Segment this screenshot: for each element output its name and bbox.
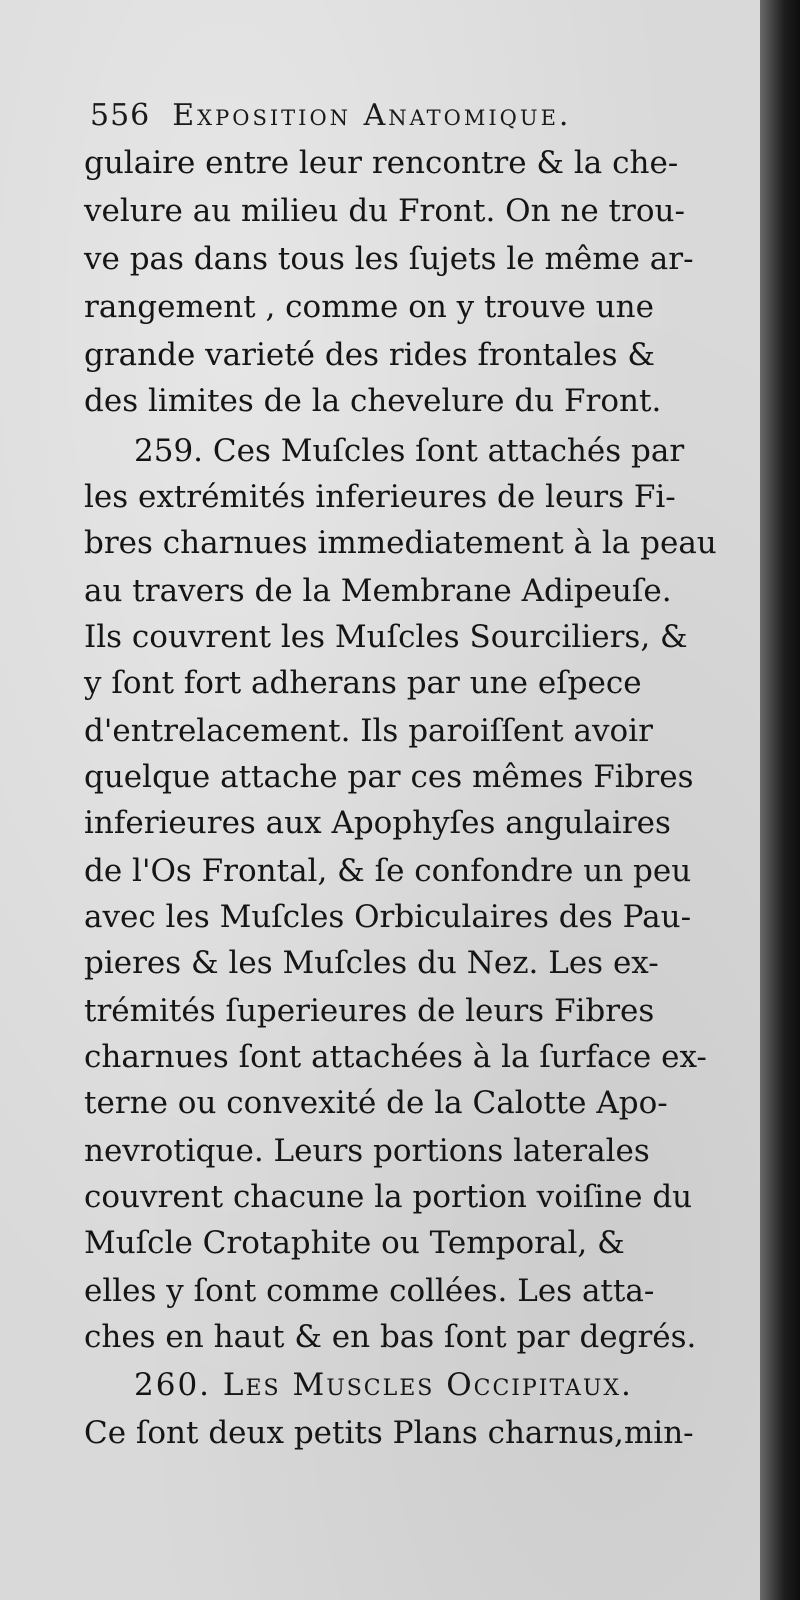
text-line: ve pas dans tous les ſujets le même ar- bbox=[84, 241, 694, 277]
text-line: Ce ſont deux petits Plans charnus,min- bbox=[84, 1415, 694, 1451]
text-line: Muſcle Crotaphite ou Temporal, & bbox=[84, 1225, 625, 1261]
text-line: au travers de la Membrane Adipeuſe. bbox=[84, 573, 672, 609]
page-number: 556 bbox=[90, 98, 151, 133]
paragraph-start-259: 259. Ces Muſcles ſont attachés par bbox=[134, 433, 685, 469]
text-line: les extrémités inferieures de leurs Fi- bbox=[84, 479, 676, 515]
text-line: velure au milieu du Front. On ne trou- bbox=[84, 193, 685, 229]
text-line: trémités ſuperieures de leurs Fibres bbox=[84, 993, 655, 1029]
text-line: Ils couvrent les Muſcles Sourciliers, & bbox=[84, 619, 688, 655]
text-line: avec les Muſcles Orbiculaires des Pau- bbox=[84, 899, 692, 935]
text-line: grande varieté des rides frontales & bbox=[84, 337, 656, 373]
section-heading-260: 260. Les Muscles Occipitaux. bbox=[134, 1367, 633, 1403]
text-line: des limites de la chevelure du Front. bbox=[84, 383, 662, 419]
text-line: ches en haut & en bas ſont par degrés. bbox=[84, 1319, 697, 1355]
text-line: pieres & les Muſcles du Nez. Les ex- bbox=[84, 945, 659, 981]
text-line: terne ou convexité de la Calotte Apo- bbox=[84, 1085, 668, 1121]
text-line: quelque attache par ces mêmes Fibres bbox=[84, 759, 694, 795]
book-gutter-shadow bbox=[760, 0, 800, 1600]
text-line: gulaire entre leur rencontre & la che- bbox=[84, 145, 679, 181]
text-line: rangement , comme on y trouve une bbox=[84, 289, 654, 325]
text-line: y ſont fort adherans par une eſpece bbox=[84, 665, 642, 701]
text-line: d'entrelacement. Ils paroiſſent avoir bbox=[84, 713, 653, 749]
running-title: Exposition Anatomique. bbox=[172, 98, 572, 133]
text-line: inferieures aux Apophyſes angulaires bbox=[84, 805, 671, 841]
text-line: nevrotique. Leurs portions laterales bbox=[84, 1133, 650, 1169]
text-line: elles y ſont comme collées. Les atta- bbox=[84, 1273, 655, 1309]
text-line: charnues ſont attachées à la ſurface ex- bbox=[84, 1039, 707, 1075]
text-line: de l'Os Frontal, & ſe confondre un peu bbox=[84, 853, 692, 889]
text-line: bres charnues immediatement à la peau bbox=[84, 525, 717, 561]
text-line: couvrent chacune la portion voiſine du bbox=[84, 1179, 693, 1215]
